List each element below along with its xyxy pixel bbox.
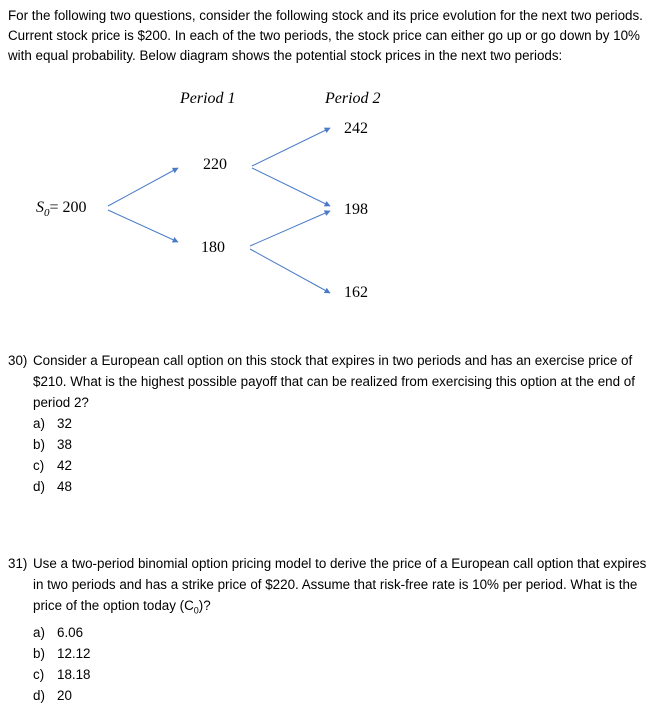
option-item bbox=[8, 685, 653, 706]
option-item bbox=[8, 476, 653, 497]
option-item bbox=[8, 622, 653, 643]
node-162: 162 bbox=[344, 284, 368, 301]
option-letter: d) bbox=[33, 479, 45, 494]
s0-value: = 200 bbox=[49, 199, 87, 216]
node-242: 242 bbox=[344, 120, 368, 137]
edge-s0-up bbox=[108, 168, 178, 206]
question-31-text: Use a two-period binomial option pricing model to derive the price of a European call option that expires in two periods and has a strike price of $220. Assume that risk-free rate is 10% per period. What is the price of the option today (C bbox=[33, 556, 647, 613]
question-31-options bbox=[8, 622, 653, 706]
option-letter: b) bbox=[33, 645, 45, 661]
option-item bbox=[8, 455, 653, 476]
question-30-number: 30) bbox=[8, 353, 28, 368]
s0-subscript: 0 bbox=[44, 207, 50, 220]
question-30-options bbox=[8, 413, 653, 497]
s0-symbol: S bbox=[36, 199, 44, 216]
option-letter: a) bbox=[33, 624, 45, 640]
option-letter: b) bbox=[33, 437, 45, 452]
option-value: 38 bbox=[57, 437, 72, 452]
option-item bbox=[8, 643, 653, 664]
option-letter: a) bbox=[33, 416, 45, 431]
question-30 bbox=[8, 350, 653, 497]
question-31-text-end: )? bbox=[198, 598, 211, 613]
intro-paragraph: For the following two questions, consider the following stock and its price evolution for the next two periods. Current stock price is $200. In each of the two periods, the stock price can either go up or go down by 10% with equal probability. Below diagram shows the potential stock prices in the next two periods: bbox=[8, 8, 643, 63]
node-198: 198 bbox=[344, 201, 368, 218]
question-30-text: Consider a European call option on this stock that expires in two periods and has an exercise price of $210. What is the highest possible payoff that can be realized from exercising this option at the end of period 2? bbox=[33, 353, 635, 410]
binomial-tree-diagram bbox=[0, 82, 660, 312]
option-value: 48 bbox=[57, 479, 72, 494]
option-letter: c) bbox=[33, 458, 45, 473]
question-31-stem bbox=[8, 553, 653, 622]
tree-lines bbox=[0, 82, 660, 312]
edge-up-ud bbox=[252, 168, 330, 206]
option-value: 6.06 bbox=[57, 624, 84, 640]
edge-up-uu bbox=[252, 128, 330, 166]
node-180: 180 bbox=[201, 239, 225, 256]
period-2-label: Period 2 bbox=[325, 90, 381, 107]
question-31-subscript: 0 bbox=[193, 605, 199, 616]
edge-s0-down bbox=[108, 210, 178, 242]
period-1-label: Period 1 bbox=[180, 90, 236, 107]
option-value: 18.18 bbox=[57, 666, 91, 682]
option-item bbox=[8, 664, 653, 685]
s0-node bbox=[36, 199, 87, 219]
question-30-stem bbox=[8, 350, 653, 413]
option-letter: c) bbox=[33, 666, 45, 682]
node-220: 220 bbox=[203, 156, 227, 173]
option-item bbox=[8, 413, 653, 434]
question-31 bbox=[8, 553, 653, 706]
edge-down-dd bbox=[250, 249, 330, 293]
option-value: 32 bbox=[57, 416, 72, 431]
option-letter: d) bbox=[33, 687, 45, 703]
option-item bbox=[8, 434, 653, 455]
option-value: 42 bbox=[57, 458, 72, 473]
edge-down-ud bbox=[250, 211, 330, 246]
option-value: 12.12 bbox=[57, 645, 91, 661]
option-value: 20 bbox=[57, 687, 72, 703]
question-31-number: 31) bbox=[8, 556, 28, 571]
